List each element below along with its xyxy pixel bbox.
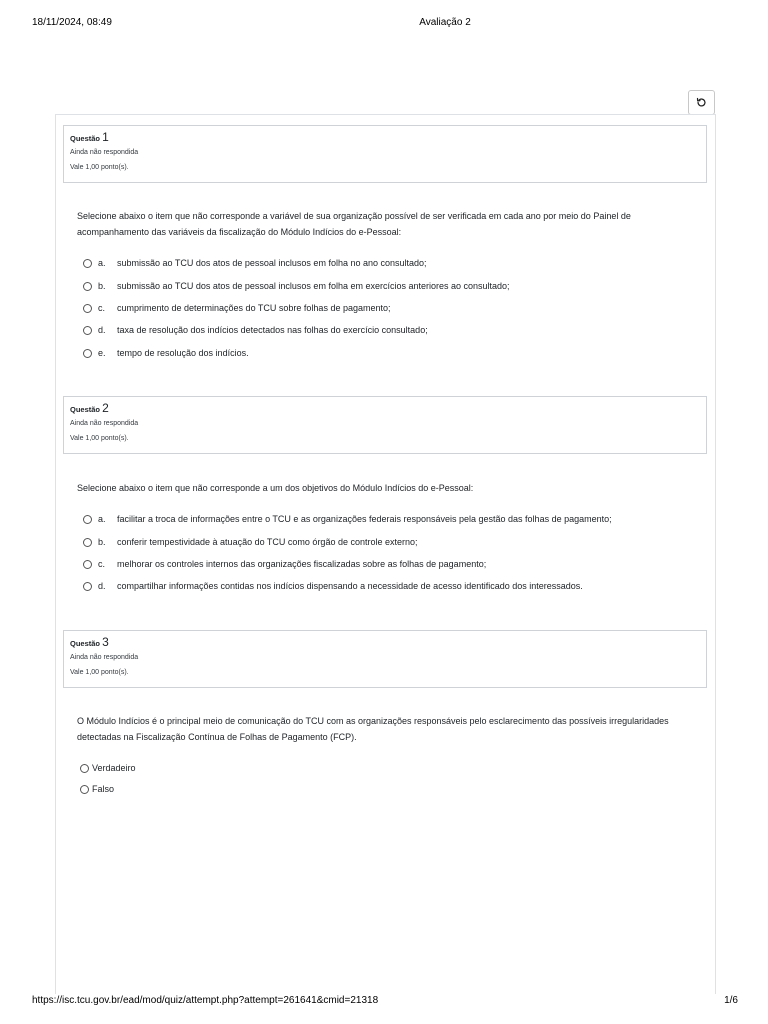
radio-button[interactable] xyxy=(80,764,89,773)
question-2-info xyxy=(63,396,707,454)
question-3-text: O Módulo Indícios é o principal meio de comunicação do TCU com as organizações responsáveis pelo esclarecimento das possíveis irregularidades detectadas na Fiscalização Contínua de Folhas de Pagamento (FCP). xyxy=(77,716,669,742)
question-state: Ainda não respondida xyxy=(70,420,139,427)
answer-letter: b. xyxy=(98,537,106,547)
answer-letter: a. xyxy=(98,258,106,268)
answer-letter: d. xyxy=(98,581,106,591)
undo-icon xyxy=(696,97,707,108)
question-grade: Vale 1,00 ponto(s). xyxy=(70,669,129,676)
radio-button[interactable] xyxy=(83,582,92,591)
answer-letter: c. xyxy=(98,559,106,569)
question-grade: Vale 1,00 ponto(s). xyxy=(70,435,129,442)
question-1-text: Selecione abaixo o item que não corresponde a variável de sua organização possível de ser verificada em cada ano por meio do Painel de acompanhamento das variáveis da fiscalização do Módulo Indícios do e-Pessoal: xyxy=(77,211,631,237)
print-title: Avaliação 2 xyxy=(419,17,471,28)
question-number: Questão 3 xyxy=(70,635,109,649)
answer-letter: c. xyxy=(98,303,106,313)
question-3-answer-true[interactable] xyxy=(80,761,136,775)
radio-button[interactable] xyxy=(83,282,92,291)
radio-button[interactable] xyxy=(83,304,92,313)
print-footer xyxy=(0,995,768,1009)
reset-button[interactable] xyxy=(688,90,715,115)
print-datetime: 18/11/2024, 08:49 xyxy=(32,17,112,28)
question-2-text: Selecione abaixo o item que não corresponde a um dos objetivos do Módulo Indícios do e-Pessoal: xyxy=(77,483,474,493)
question-2-answer-a[interactable] xyxy=(83,512,612,526)
question-number: Questão 2 xyxy=(70,401,109,415)
answer-letter: d. xyxy=(98,325,106,335)
question-state: Ainda não respondida xyxy=(70,149,139,156)
answer-text: Verdadeiro xyxy=(92,763,136,773)
answer-text: conferir tempestividade à atuação do TCU como órgão de controle externo; xyxy=(117,537,418,547)
print-header xyxy=(0,17,768,31)
answer-text: taxa de resolução dos indícios detectados nas folhas do exercício consultado; xyxy=(117,325,428,335)
question-state: Ainda não respondida xyxy=(70,654,139,661)
question-1-answer-e[interactable] xyxy=(83,346,249,360)
question-3-answer-false[interactable] xyxy=(80,782,114,796)
radio-button[interactable] xyxy=(83,259,92,268)
answer-text: facilitar a troca de informações entre o TCU e as organizações federais responsáveis pela gestão das folhas de pagamento; xyxy=(117,514,612,524)
radio-button[interactable] xyxy=(80,785,89,794)
answer-letter: e. xyxy=(98,348,106,358)
answer-text: Falso xyxy=(92,784,115,794)
question-3-info xyxy=(63,630,707,688)
question-1-answer-a[interactable] xyxy=(83,256,427,270)
answer-text: melhorar os controles internos das organizações fiscalizadas sobre as folhas de pagamento; xyxy=(117,559,487,569)
radio-button[interactable] xyxy=(83,515,92,524)
question-2-answer-c[interactable] xyxy=(83,557,486,571)
question-grade: Vale 1,00 ponto(s). xyxy=(70,164,129,171)
print-page-number: 1/6 xyxy=(724,995,738,1006)
answer-letter: b. xyxy=(98,281,106,291)
question-1-info xyxy=(63,125,707,183)
answer-text: cumprimento de determinações do TCU sobre folhas de pagamento; xyxy=(117,303,391,313)
radio-button[interactable] xyxy=(83,538,92,547)
answer-text: submissão ao TCU dos atos de pessoal inclusos em folha em exercícios anteriores ao consultado; xyxy=(117,281,510,291)
quiz-container xyxy=(55,114,716,994)
print-url: https://isc.tcu.gov.br/ead/mod/quiz/attempt.php?attempt=261641&cmid=21318 xyxy=(32,995,379,1006)
answer-text: compartilhar informações contidas nos indícios dispensando a necessidade de acesso identificado dos interessados. xyxy=(117,581,583,591)
question-1-answer-d[interactable] xyxy=(83,323,428,337)
radio-button[interactable] xyxy=(83,560,92,569)
question-2-answer-d[interactable] xyxy=(83,579,583,593)
question-2-answer-b[interactable] xyxy=(83,535,418,549)
question-1-answer-b[interactable] xyxy=(83,279,510,293)
answer-text: submissão ao TCU dos atos de pessoal inclusos em folha no ano consultado; xyxy=(117,258,427,268)
radio-button[interactable] xyxy=(83,326,92,335)
answer-letter: a. xyxy=(98,514,106,524)
question-number: Questão 1 xyxy=(70,130,109,144)
answer-text: tempo de resolução dos indícios. xyxy=(117,348,249,358)
radio-button[interactable] xyxy=(83,349,92,358)
question-1-answer-c[interactable] xyxy=(83,301,391,315)
